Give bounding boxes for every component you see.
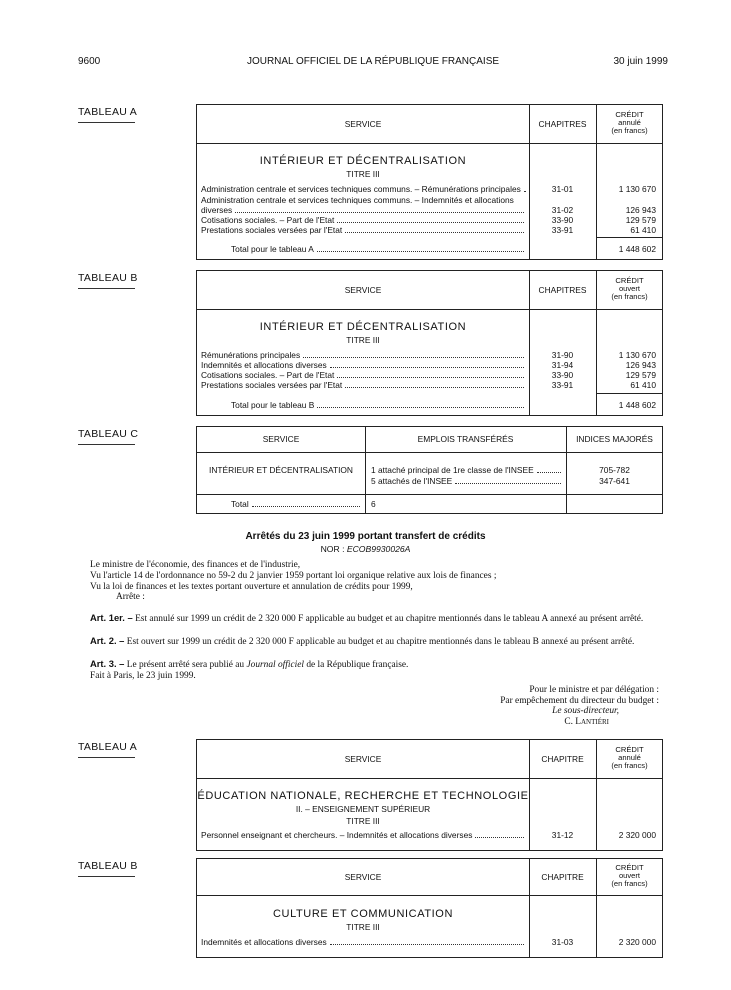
col-header-service: SERVICE	[262, 434, 300, 444]
total-row: Total pour le tableau A	[231, 244, 526, 254]
col-header-service: SERVICE	[344, 119, 382, 129]
table-a-interieur	[196, 104, 663, 260]
col-header-chapitres: CHAPITRES	[538, 285, 587, 295]
table-label: TABLEAU A	[78, 741, 138, 753]
col-header-credit: CRÉDIT	[615, 276, 644, 285]
col-header-credit: CRÉDIT	[615, 110, 644, 119]
article-label: Art. 2. –	[90, 635, 125, 646]
table-row: 1 attaché principal de 1re classe de l'INSEE	[371, 465, 563, 475]
table-row: Prestations sociales versées par l'Etat	[201, 225, 526, 235]
arrete-body	[90, 560, 665, 603]
chapter-cell: 31-94	[551, 360, 574, 370]
amount-cell: 2 320 000	[618, 830, 656, 840]
titre-label: TITRE III	[346, 335, 380, 345]
chapter-cell: 31-02	[551, 205, 574, 215]
table-row: Rémunérations principales	[201, 350, 526, 360]
col-header-en-francs: (en francs)	[611, 292, 648, 301]
col-header-chapitre: CHAPITRE	[541, 872, 584, 882]
journal-name: Journal officiel	[246, 660, 305, 670]
arrete-title: Arrêtés du 23 juin 1999 portant transfert de crédits	[245, 531, 486, 542]
chapter-cell: 31-03	[551, 937, 574, 947]
nor-reference: NOR : ECOB9930026A	[320, 544, 411, 554]
table-row: Administration centrale et services techniques communs. – Rémunérations principales	[201, 184, 526, 194]
col-header-emplois: EMPLOIS TRANSFÉRÉS	[417, 434, 514, 444]
col-header-annule: annulé	[618, 753, 641, 762]
amount-cell: 129 579	[625, 215, 656, 225]
table-row: 5 attachés de l'INSEE	[371, 476, 563, 486]
amount-cell: 1 130 670	[618, 184, 656, 194]
table-label: TABLEAU A	[78, 106, 138, 118]
article-2	[90, 636, 665, 648]
amount-cell: 126 943	[625, 360, 656, 370]
col-header-service: SERVICE	[344, 285, 382, 295]
titre-label: TITRE III	[346, 169, 380, 179]
chapter-cell: 33-90	[551, 370, 574, 380]
chapter-cell: 31-01	[551, 184, 574, 194]
article-text: Est annulé sur 1999 un crédit de 2 320 000 F applicable au budget et au chapitre mentionnés dans le tableau A annexé au présent arrêté.	[135, 614, 644, 624]
table-a-education	[196, 739, 663, 851]
article-1	[90, 613, 665, 625]
paragraph: Arrête :	[116, 592, 145, 603]
journal-title: JOURNAL OFFICIEL DE LA RÉPUBLIQUE FRANÇAISE	[246, 56, 500, 67]
amount-cell: 2 320 000	[618, 937, 656, 947]
table-label: TABLEAU C	[78, 428, 139, 440]
paragraph: Vu l'article 14 de l'ordonnance no 59-2 du 2 janvier 1959 portant loi organique relative aux lois de finances ;	[90, 570, 497, 581]
table-row-continuation: diverses	[201, 205, 526, 215]
article-text: Est ouvert sur 1999 un crédit de 2 320 000 F applicable au budget et au chapitre mentionnés dans le tableau B annexé au présent arrêté.	[126, 637, 635, 647]
total-amount: 1 448 602	[618, 400, 656, 410]
table-b-culture	[196, 858, 663, 958]
total-row: Total	[231, 499, 362, 509]
col-header-ouvert: ouvert	[618, 871, 641, 880]
table-b-interieur	[196, 270, 663, 416]
chapter-cell: 33-91	[551, 380, 574, 390]
col-header-service: SERVICE	[344, 872, 382, 882]
amount-cell: 61 410	[630, 380, 656, 390]
table-c-emplois	[196, 426, 663, 514]
total-count: 6	[371, 499, 376, 509]
amount-cell: 61 410	[630, 225, 656, 235]
ministry-title: CULTURE ET COMMUNICATION	[272, 908, 453, 920]
col-header-en-francs: (en francs)	[611, 879, 648, 888]
indices-cell: 705-782	[599, 465, 630, 475]
total-row: Total pour le tableau B	[231, 400, 526, 410]
table-row: Cotisations sociales. – Part de l'Etat	[201, 215, 526, 225]
col-header-annule: annulé	[618, 118, 641, 127]
titre-label: TITRE III	[346, 922, 380, 932]
chapter-cell: 33-90	[551, 215, 574, 225]
ministry-title: INTÉRIEUR ET DÉCENTRALISATION	[259, 155, 467, 167]
fait-a-paris: Fait à Paris, le 23 juin 1999.	[90, 671, 196, 681]
col-header-credit: CRÉDIT	[615, 745, 644, 754]
amount-cell: 129 579	[625, 370, 656, 380]
col-header-en-francs: (en francs)	[611, 126, 648, 135]
issue-date: 30 juin 1999	[613, 56, 668, 67]
table-row: Personnel enseignant et chercheurs. – Indemnités et allocations diverses	[201, 830, 526, 840]
paragraph: Vu la loi de finances et les textes portant ouverture et annulation de crédits pour 1999,	[90, 581, 413, 592]
col-header-chapitre: CHAPITRE	[541, 754, 584, 764]
col-header-indices: INDICES MAJORÉS	[576, 434, 653, 444]
table-row: Prestations sociales versées par l'Etat	[201, 380, 526, 390]
chapter-cell: 31-12	[551, 830, 574, 840]
page-number: 9600	[78, 56, 101, 67]
amount-cell: 1 130 670	[618, 350, 656, 360]
amount-cell: 126 943	[625, 205, 656, 215]
total-amount: 1 448 602	[618, 244, 656, 254]
article-label: Art. 3. –	[90, 658, 125, 669]
sub-section: II. – ENSEIGNEMENT SUPÉRIEUR	[295, 804, 431, 814]
table-label: TABLEAU B	[78, 272, 138, 284]
ministry-title: ÉDUCATION NATIONALE, RECHERCHE ET TECHNOLOGIE	[197, 790, 529, 802]
table-label: TABLEAU B	[78, 860, 138, 872]
titre-label: TITRE III	[346, 816, 380, 826]
indices-cell: 347-641	[599, 476, 630, 486]
col-header-chapitres: CHAPITRES	[538, 119, 587, 129]
page-header	[78, 56, 668, 70]
chapter-cell: 33-91	[551, 225, 574, 235]
col-header-en-francs: (en francs)	[611, 761, 648, 770]
col-header-service: SERVICE	[344, 754, 382, 764]
table-row: Indemnités et allocations diverses	[201, 360, 526, 370]
table-row: Cotisations sociales. – Part de l'Etat	[201, 370, 526, 380]
signatory: C. Lantiéri	[564, 716, 609, 727]
ministry-title: INTÉRIEUR ET DÉCENTRALISATION	[259, 321, 467, 333]
col-header-ouvert: ouvert	[618, 284, 641, 293]
article-3: Art. 3. – Le présent arrêté sera publié au Journal officiel de la République française.	[90, 658, 409, 670]
chapter-cell: 31-90	[551, 350, 574, 360]
service-cell: INTÉRIEUR ET DÉCENTRALISATION	[209, 465, 353, 475]
article-label: Art. 1er. –	[90, 612, 133, 623]
table-row: Indemnités et allocations diverses	[201, 937, 526, 947]
signature-block: Pour le ministre et par délégation : Par empêchement du directeur du budget : Le sous-directeur, C. Lantiéri	[500, 685, 659, 727]
col-header-credit: CRÉDIT	[615, 863, 644, 872]
paragraph: Le ministre de l'économie, des finances et de l'industrie,	[90, 560, 301, 570]
table-row: Administration centrale et services techniques communs. – Indemnités et allocations	[201, 195, 514, 205]
